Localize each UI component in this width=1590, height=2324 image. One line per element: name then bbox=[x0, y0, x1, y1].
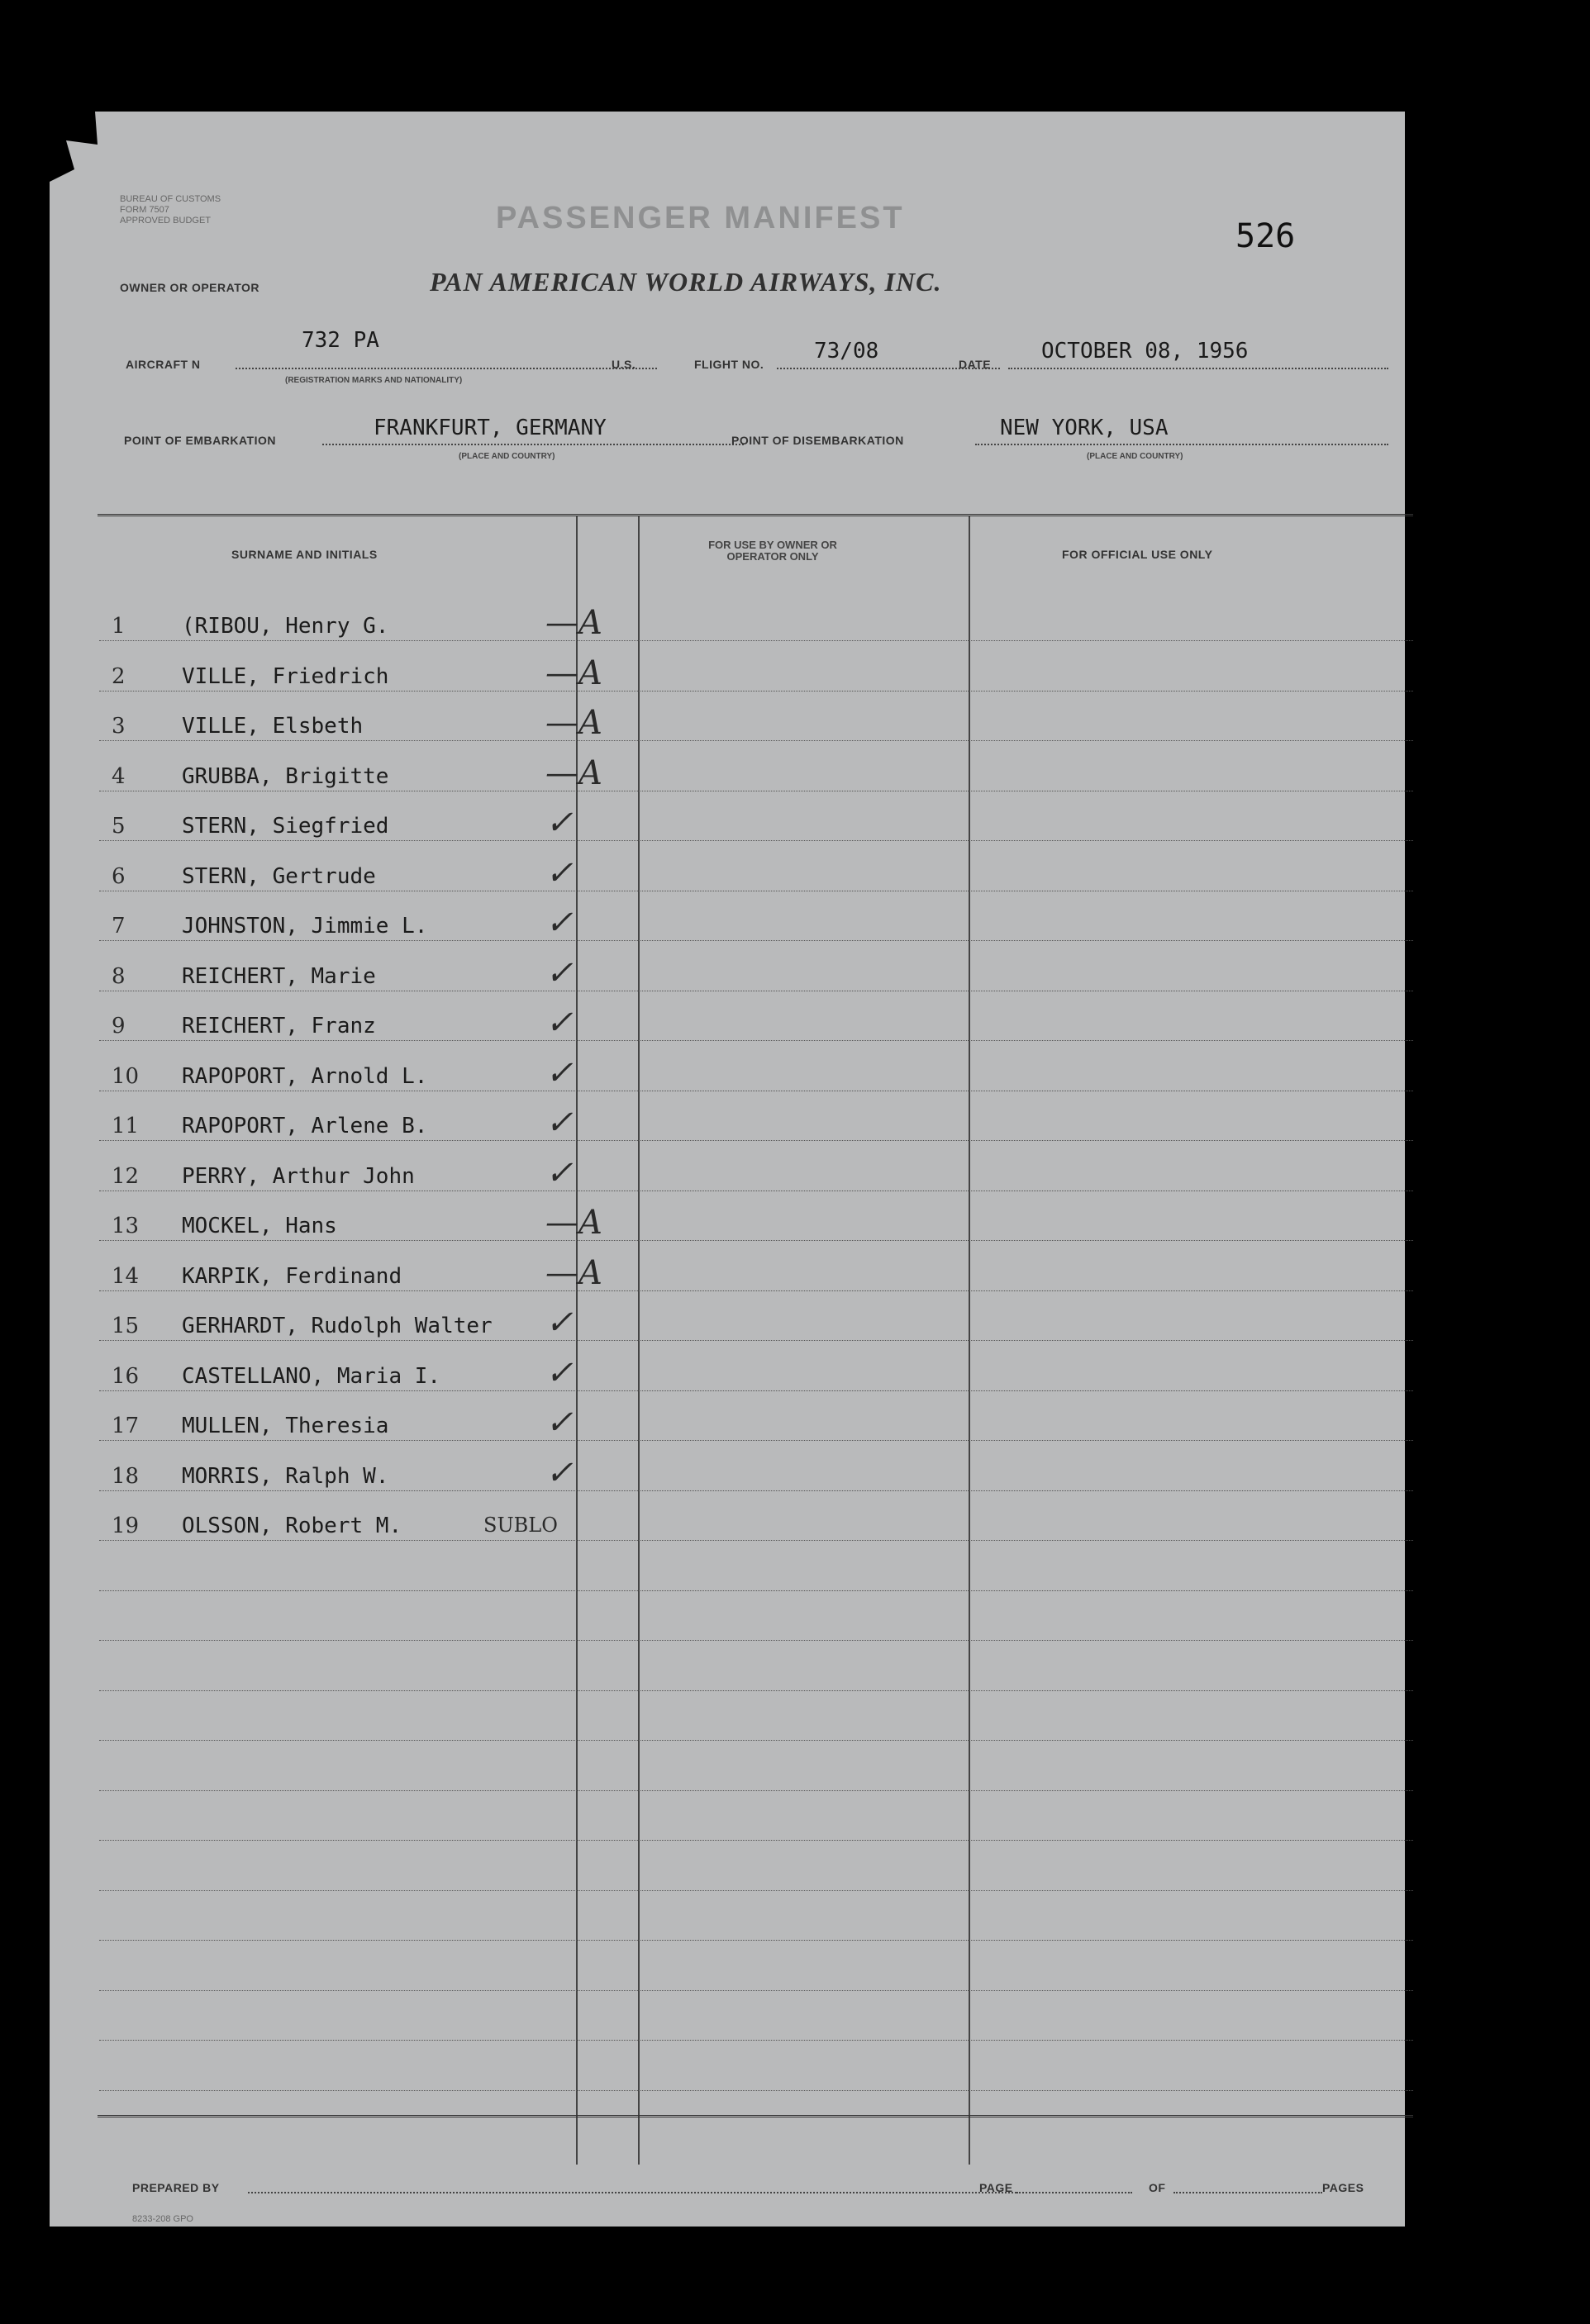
disembarkation-value: NEW YORK, USA bbox=[1000, 416, 1169, 440]
passenger-name: REICHERT, Marie bbox=[182, 963, 376, 989]
row-rule bbox=[99, 1690, 1413, 1691]
form-stamp-line: APPROVED BUDGET bbox=[120, 216, 212, 226]
row-number: 5 bbox=[112, 814, 126, 839]
passenger-name: JOHNSTON, Jimmie L. bbox=[182, 914, 428, 939]
date-line bbox=[1008, 368, 1388, 369]
status-mark: SUBLO bbox=[483, 1514, 558, 1537]
page-number: 526 bbox=[1235, 217, 1296, 255]
status-mark: ✓ bbox=[545, 1404, 574, 1442]
row-rule bbox=[99, 1940, 1413, 1941]
passenger-name: VILLE, Friedrich bbox=[182, 663, 389, 689]
row-rule bbox=[99, 1740, 1413, 1741]
disembarkation-line bbox=[975, 444, 1388, 445]
registration-note: (REGISTRATION MARKS AND NATIONALITY) bbox=[285, 376, 463, 385]
status-mark: ✓ bbox=[545, 1104, 574, 1142]
form-stamp-line: BUREAU OF CUSTOMS bbox=[120, 194, 221, 204]
row-rule bbox=[99, 1390, 1413, 1391]
form-stamp-line: FORM 7507 bbox=[120, 205, 169, 215]
embarkation-label: POINT OF EMBARKATION bbox=[124, 434, 276, 447]
row-rule bbox=[99, 1840, 1413, 1841]
passenger-name: RAPOPORT, Arlene B. bbox=[182, 1114, 428, 1138]
prepared-by-label: PREPARED BY bbox=[132, 2181, 220, 2194]
status-mark: ✓ bbox=[545, 953, 574, 992]
table-top-rule bbox=[98, 514, 1413, 516]
row-number: 10 bbox=[112, 1063, 140, 1089]
row-number: 19 bbox=[112, 1514, 140, 1538]
row-rule bbox=[99, 740, 1413, 741]
status-mark: ✓ bbox=[545, 904, 574, 942]
table-bottom-rule bbox=[98, 2115, 1413, 2117]
flight-label: FLIGHT NO. bbox=[694, 358, 764, 371]
row-number: 4 bbox=[112, 763, 126, 789]
passenger-name: PERRY, Arthur John bbox=[182, 1163, 415, 1189]
row-number: 16 bbox=[112, 1363, 140, 1389]
owner-value: PAN AMERICAN WORLD AIRWAYS, INC. bbox=[430, 267, 942, 297]
embarkation-line bbox=[322, 444, 744, 445]
torn-corner bbox=[33, 95, 132, 219]
row-number: 11 bbox=[112, 1114, 140, 1138]
status-mark: ✓ bbox=[545, 853, 574, 892]
passenger-name: OLSSON, Robert M. bbox=[182, 1514, 402, 1538]
prepared-by-line bbox=[248, 2192, 1016, 2193]
date-value: OCTOBER 08, 1956 bbox=[1041, 339, 1249, 364]
status-mark: —A bbox=[545, 653, 602, 692]
row-rule bbox=[99, 1140, 1413, 1141]
row-number: 17 bbox=[112, 1414, 140, 1438]
row-rule bbox=[99, 640, 1413, 641]
status-mark: ✓ bbox=[545, 1353, 574, 1392]
passenger-name: MOCKEL, Hans bbox=[182, 1214, 337, 1238]
row-rule bbox=[99, 2090, 1413, 2091]
embarkation-note: (PLACE AND COUNTRY) bbox=[459, 452, 555, 461]
row-rule bbox=[99, 1640, 1413, 1641]
official-use-column-header: FOR OFFICIAL USE ONLY bbox=[1062, 548, 1213, 561]
passenger-name: MULLEN, Theresia bbox=[182, 1414, 389, 1438]
passenger-name: KARPIK, Ferdinand bbox=[182, 1263, 402, 1289]
row-number: 8 bbox=[112, 963, 126, 989]
passenger-name: (RIBOU, Henry G. bbox=[182, 614, 389, 639]
row-number: 15 bbox=[112, 1314, 140, 1338]
row-number: 9 bbox=[112, 1014, 126, 1038]
status-mark: ✓ bbox=[545, 804, 574, 842]
owner-use-column-header: FOR USE BY OWNER OR OPERATOR ONLY bbox=[708, 539, 837, 563]
of-line bbox=[1173, 2192, 1322, 2193]
passenger-name: GRUBBA, Brigitte bbox=[182, 763, 389, 789]
row-number: 7 bbox=[112, 914, 126, 939]
passenger-name: GERHARDT, Rudolph Walter bbox=[182, 1314, 493, 1338]
row-rule bbox=[99, 1790, 1413, 1791]
page-title: PASSENGER MANIFEST bbox=[496, 201, 905, 235]
status-mark: ✓ bbox=[545, 1053, 574, 1092]
row-number: 1 bbox=[112, 614, 126, 639]
status-mark: ✓ bbox=[545, 1453, 574, 1492]
aircraft-label: AIRCRAFT N bbox=[126, 358, 201, 371]
passenger-name: RAPOPORT, Arnold L. bbox=[182, 1063, 428, 1089]
passenger-name: VILLE, Elsbeth bbox=[182, 714, 364, 739]
row-rule bbox=[99, 1890, 1413, 1891]
owner-label: OWNER OR OPERATOR bbox=[120, 281, 259, 294]
form-stamp bbox=[120, 194, 221, 226]
row-number: 13 bbox=[112, 1214, 140, 1238]
surname-column-header: SURNAME AND INITIALS bbox=[231, 548, 378, 561]
row-rule bbox=[99, 1240, 1413, 1241]
embarkation-value: FRANKFURT, GERMANY bbox=[374, 416, 607, 440]
row-rule bbox=[99, 1440, 1413, 1441]
row-rule bbox=[99, 1340, 1413, 1341]
row-number: 3 bbox=[112, 714, 126, 739]
passenger-name: STERN, Siegfried bbox=[182, 814, 389, 839]
row-rule bbox=[99, 940, 1413, 941]
row-rule bbox=[99, 1990, 1413, 1991]
of-label: OF bbox=[1149, 2181, 1166, 2194]
aircraft-value: 732 PA bbox=[302, 328, 379, 353]
row-number: 14 bbox=[112, 1263, 140, 1289]
passenger-name: CASTELLANO, Maria I. bbox=[182, 1363, 441, 1389]
row-number: 12 bbox=[112, 1163, 140, 1189]
row-number: 2 bbox=[112, 663, 126, 689]
manifest-sheet bbox=[50, 112, 1405, 2227]
status-mark: —A bbox=[545, 1253, 602, 1292]
disembarkation-note: (PLACE AND COUNTRY) bbox=[1087, 452, 1183, 461]
status-mark: —A bbox=[545, 753, 602, 792]
passenger-name: MORRIS, Ralph W. bbox=[182, 1463, 389, 1489]
row-number: 6 bbox=[112, 863, 126, 889]
row-rule bbox=[99, 1290, 1413, 1291]
pages-label: PAGES bbox=[1322, 2181, 1364, 2194]
aircraft-line bbox=[236, 368, 657, 369]
status-mark: —A bbox=[545, 704, 602, 742]
row-rule bbox=[99, 1490, 1413, 1491]
status-mark: —A bbox=[545, 1204, 602, 1242]
status-mark: —A bbox=[545, 604, 602, 642]
passenger-name: REICHERT, Franz bbox=[182, 1014, 376, 1038]
row-number: 18 bbox=[112, 1463, 140, 1489]
row-rule bbox=[99, 1540, 1413, 1541]
date-label: DATE bbox=[959, 358, 992, 371]
us-label: U.S. bbox=[612, 358, 636, 371]
row-rule bbox=[99, 840, 1413, 841]
row-rule bbox=[99, 2040, 1413, 2041]
form-code: 8233-208 GPO bbox=[132, 2214, 193, 2224]
status-mark: ✓ bbox=[545, 1304, 574, 1342]
row-rule bbox=[99, 1040, 1413, 1041]
page-label: PAGE bbox=[979, 2181, 1013, 2194]
row-rule bbox=[99, 1590, 1413, 1591]
flight-value: 73/08 bbox=[814, 339, 879, 364]
status-mark: ✓ bbox=[545, 1153, 574, 1192]
passenger-name: STERN, Gertrude bbox=[182, 863, 376, 889]
page-line bbox=[1016, 2192, 1132, 2193]
disembarkation-label: POINT OF DISEMBARKATION bbox=[731, 434, 904, 447]
status-mark: ✓ bbox=[545, 1004, 574, 1042]
